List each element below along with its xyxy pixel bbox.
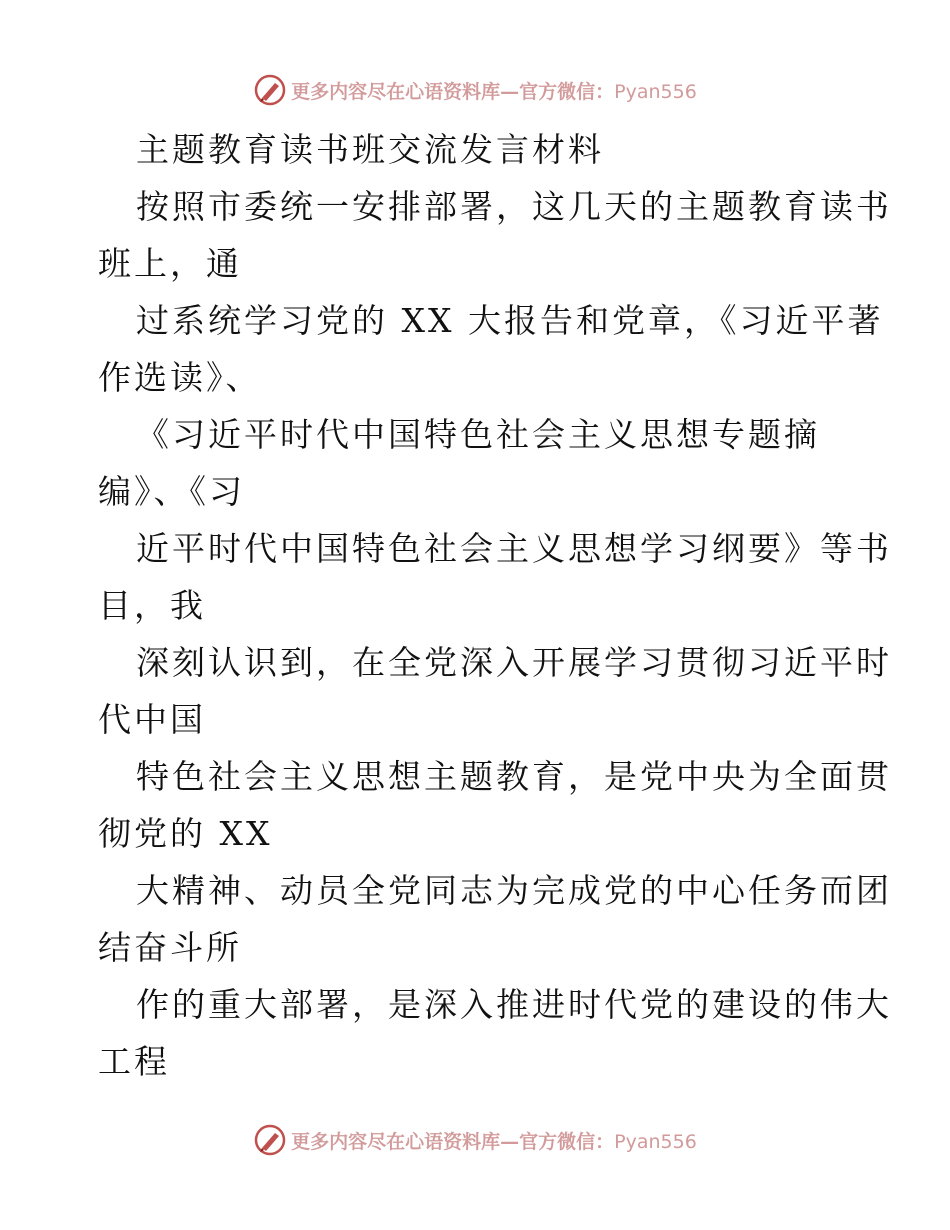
text-line: 近平时代中国特色社会主义思想学习纲要》等书 [136,529,892,568]
text-line: 作的重大部署，是深入推进时代党的建设的伟大 [136,985,892,1024]
watermark-text: 更多内容尽在心语资料库—官方微信：Pyan556 [291,1130,697,1153]
pen-logo-icon [253,73,287,107]
text-line: 按照市委统一安排部署，这几天的主题教育读书 [136,187,892,226]
text-line: 目，我 [98,586,206,625]
footer-watermark [0,1120,950,1160]
text-line: 结奋斗所 [98,928,242,967]
text-line: 班上，通 [98,244,242,283]
text-line: 过系统学习党的 XX 大报告和党章，《习近平著 [136,301,884,340]
text-line: 作选读》、 [98,358,262,397]
text-line: 代中国 [98,700,206,739]
watermark-text: 更多内容尽在心语资料库—官方微信：Pyan556 [291,80,697,103]
text-line: 特色社会主义思想主题教育，是党中央为全面贯 [136,757,892,796]
text-line: 编》、《习 [98,472,245,511]
document-title-line: 主题教育读书班交流发言材料 [136,130,604,169]
text-line: 彻党的 XX [98,814,273,853]
text-line: 大精神、动员全党同志为完成党的中心任务而团 [136,871,892,910]
text-line: 《习近平时代中国特色社会主义思想专题摘 [136,415,820,454]
text-line: 深刻认识到，在全党深入开展学习贯彻习近平时 [136,643,892,682]
wechat-id: Pyan556 [614,80,697,103]
text-line: 工程 [98,1042,170,1081]
document-body [98,121,892,1090]
header-watermark [0,70,950,110]
pen-logo-icon [253,1123,287,1157]
wechat-id: Pyan556 [614,1130,697,1153]
